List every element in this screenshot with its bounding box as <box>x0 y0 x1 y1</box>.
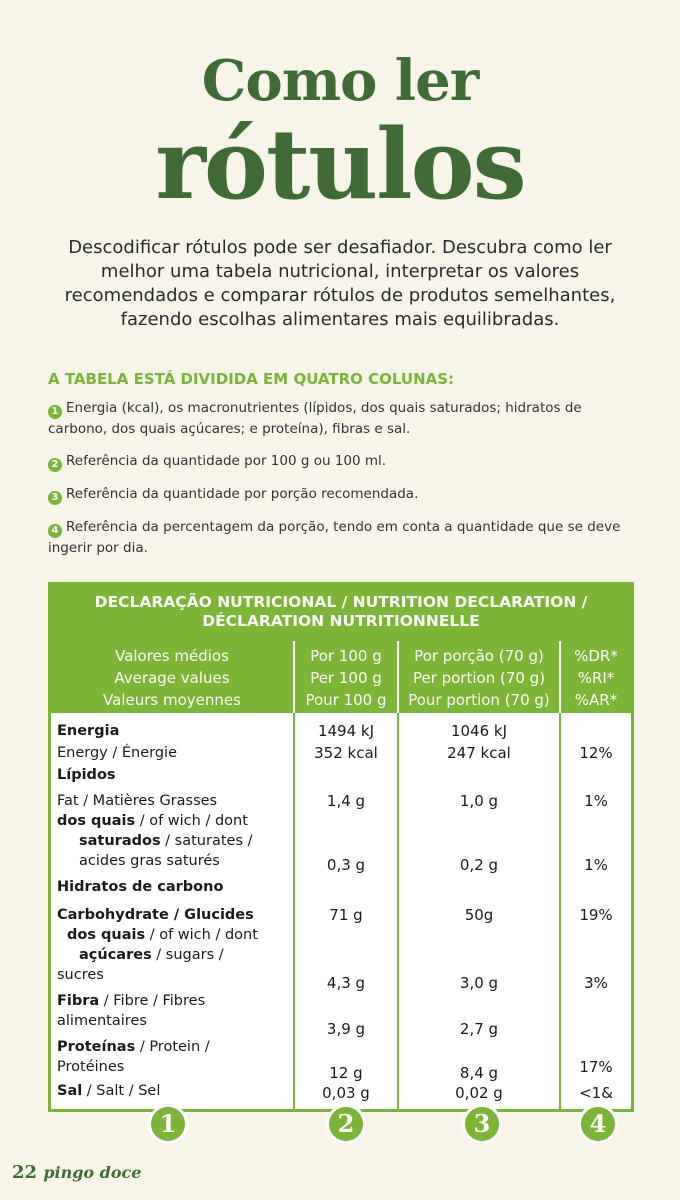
cell-carb-portion: 50g <box>464 906 494 924</box>
header-text: Average values <box>114 669 230 687</box>
table-title-line-2: DÉCLARATION NUTRITIONNELLE <box>202 612 480 630</box>
column-marker-2: 2 <box>326 1104 366 1144</box>
cell-sat-portion: 0,2 g <box>459 856 499 874</box>
point-text: Referência da percentagem da porção, tendo em conta a quantidade que se deve ingerir por dia. <box>48 519 621 556</box>
header-col-per100 <box>295 645 397 711</box>
header-text: Valeurs moyennes <box>103 691 241 709</box>
label-acucares <box>79 945 224 965</box>
label-proteinas <box>57 1037 210 1057</box>
label-bold: dos quais <box>67 927 146 943</box>
label-bold: Sal <box>57 1083 83 1099</box>
label-fat: Fat / Matières Grasses <box>57 793 218 809</box>
point-2 <box>48 451 628 472</box>
header-text: Pour portion (70 g) <box>408 691 550 709</box>
cell-kcal-portion: 247 kcal <box>447 744 511 762</box>
point-text: Referência da quantidade por 100 g ou 100 ml. <box>66 453 387 469</box>
cell-fat-100: 1,4 g <box>326 792 366 810</box>
cell-sat-100: 0,3 g <box>326 856 366 874</box>
cell-sug-portion: 3,0 g <box>459 974 499 992</box>
label-alimentaires: alimentaires <box>57 1013 147 1029</box>
footer <box>12 1162 141 1183</box>
column-explanations <box>48 398 628 570</box>
label-sal <box>57 1081 160 1101</box>
cell-prot-portion: 8,4 g <box>459 1064 499 1082</box>
cell-sug-dr: 3% <box>584 974 608 992</box>
header-text: %DR* <box>574 647 618 665</box>
label-rest: / Fibre / Fibres <box>99 993 206 1009</box>
label-carbo: Carbohydrate / Glucides <box>57 907 254 923</box>
column-marker-4: 4 <box>578 1104 618 1144</box>
title-line-2: rótulos <box>155 108 525 221</box>
point-3 <box>48 484 628 505</box>
cell-sat-dr: 1% <box>584 856 608 874</box>
header-text: Por 100 g <box>310 647 382 665</box>
cell-sal-dr: <1& <box>579 1084 613 1102</box>
label-rest: / of wich / dont <box>135 813 248 829</box>
header-text: Pour 100 g <box>305 691 387 709</box>
cell-carb-100: 71 g <box>329 906 363 924</box>
label-lipidos: Lípidos <box>57 767 116 783</box>
label-fibra <box>57 991 205 1011</box>
header-text: %AR* <box>574 691 618 709</box>
cell-kcal-100: 352 kcal <box>314 744 378 762</box>
point-1 <box>48 398 628 439</box>
header-text: %RI* <box>577 669 615 687</box>
cell-prot-100: 12 g <box>329 1064 363 1082</box>
cell-energy-dr: 12% <box>579 744 613 762</box>
table-title-line-1: DECLARAÇÃO NUTRICIONAL / NUTRITION DECLARATION / <box>94 593 588 611</box>
label-energia: Energia <box>57 723 120 739</box>
point-text: Referência da quantidade por porção recomendada. <box>66 486 419 502</box>
title-line-1: Como ler <box>201 48 479 114</box>
section-heading: A TABELA ESTÁ DIVIDIDA EM QUATRO COLUNAS: <box>48 370 455 388</box>
label-acides: acides gras saturés <box>79 853 220 869</box>
point-number-icon: 2 <box>48 458 62 472</box>
label-dos-quais <box>57 811 248 831</box>
header-text: Por porção (70 g) <box>414 647 544 665</box>
table-header <box>51 585 631 713</box>
label-sucres: sucres <box>57 967 104 983</box>
label-hidratos: Hidratos de carbono <box>57 879 224 895</box>
label-energy: Energy / Énergie <box>57 745 178 761</box>
point-number-icon: 4 <box>48 524 62 538</box>
header-col-dr <box>561 645 631 711</box>
label-rest: / sugars / <box>151 947 224 963</box>
header-text: Per portion (70 g) <box>412 669 546 687</box>
intro-paragraph: Descodificar rótulos pode ser desafiador. Descubra como ler melhor uma tabela nutricional, interpretar os valores recomendados e comparar rótulos de produtos semelhantes, fazendo escolhas alimentares mais equilibradas. <box>64 237 616 330</box>
label-rest: / of wich / dont <box>145 927 258 943</box>
label-bold: Fibra <box>57 993 100 1009</box>
column-marker-3: 3 <box>462 1104 502 1144</box>
cell-fat-dr: 1% <box>584 792 608 810</box>
label-dos-quais-2 <box>67 925 258 945</box>
header-col-portion <box>399 645 559 711</box>
table-title <box>51 593 631 631</box>
cell-sal-100: 0,03 g <box>322 1084 370 1102</box>
header-text: Per 100 g <box>310 669 382 687</box>
label-bold: saturados <box>79 833 161 849</box>
column-marker-1: 1 <box>148 1104 188 1144</box>
cell-fat-portion: 1,0 g <box>459 792 499 810</box>
point-number-icon: 3 <box>48 491 62 505</box>
header-col-values <box>51 645 293 711</box>
cell-prot-dr: 17% <box>579 1058 613 1076</box>
cell-kj-100: 1494 kJ <box>317 722 375 740</box>
cell-sug-100: 4,3 g <box>326 974 366 992</box>
label-saturados <box>79 831 253 851</box>
point-4 <box>48 517 628 558</box>
cell-kj-portion: 1046 kJ <box>450 722 508 740</box>
label-proteines: Protéines <box>57 1059 125 1075</box>
nutrition-table <box>48 582 634 1112</box>
cell-carb-dr: 19% <box>579 906 613 924</box>
header-text: Valores médios <box>115 647 229 665</box>
point-number-icon: 1 <box>48 405 62 419</box>
label-rest: / Salt / Sel <box>82 1083 161 1099</box>
cell-fib-portion: 2,7 g <box>459 1020 499 1038</box>
cell-fib-100: 3,9 g <box>326 1020 366 1038</box>
label-rest: / saturates / <box>160 833 253 849</box>
label-bold: Proteínas <box>57 1039 136 1055</box>
label-bold: açúcares <box>79 947 152 963</box>
label-rest: / Protein / <box>135 1039 210 1055</box>
point-text: Energia (kcal), os macronutrientes (lípidos, dos quais saturados; hidratos de carbono, dos quais açúcares; e proteína), fibras e sal. <box>48 400 582 437</box>
label-bold: dos quais <box>57 813 136 829</box>
page-number: 22 <box>12 1162 38 1183</box>
brand-logo: pingo doce <box>43 1163 142 1182</box>
cell-sal-portion: 0,02 g <box>455 1084 503 1102</box>
